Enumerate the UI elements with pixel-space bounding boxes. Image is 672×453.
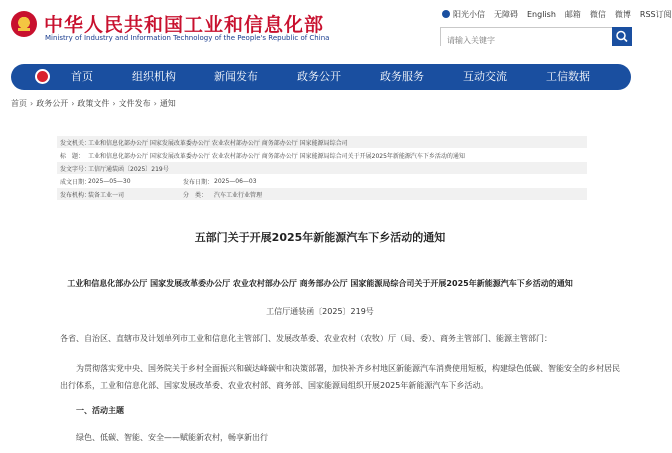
breadcrumb-separator: › <box>30 99 34 108</box>
document-paragraph <box>60 360 620 394</box>
meta-title-label: 标 题： <box>60 152 85 160</box>
breadcrumb-separator: › <box>71 99 75 108</box>
utility-link-rss[interactable]: RSS订阅 <box>639 10 672 19</box>
utility-links <box>442 9 672 20</box>
utility-link-english[interactable]: English <box>527 10 556 19</box>
meta-row-org <box>57 188 587 201</box>
meta-category-value: 汽车工业行业管理 <box>214 191 263 199</box>
meta-org-value: 装备工业一司 <box>88 191 125 199</box>
meta-created-label: 成文日期： <box>60 178 91 186</box>
breadcrumb-notice[interactable]: 通知 <box>159 99 176 108</box>
utility-link-weibo[interactable]: 微博 <box>614 10 631 19</box>
nav-item-news[interactable]: 新闻发布 <box>214 70 258 83</box>
breadcrumb-home[interactable]: 首页 <box>11 99 27 108</box>
nav-item-organization[interactable]: 组织机构 <box>132 70 176 83</box>
meta-published-value: 2025—06—03 <box>214 177 257 185</box>
meta-row-title <box>57 149 587 162</box>
sunshine-icon <box>442 10 450 18</box>
breadcrumb-government-affairs[interactable]: 政务公开 <box>36 99 69 108</box>
nav-item-data[interactable]: 工信数据 <box>546 70 590 83</box>
utility-link-wechat[interactable]: 微信 <box>589 10 606 19</box>
site-title-english: Ministry of Industry and Information Technology of the People's Republic of China <box>45 34 330 42</box>
meta-row-docno <box>57 162 587 175</box>
document-recipients: 各省、自治区、直辖市及计划单列市工业和信息化主管部门、发展改革委、农业农村（农牧）厅（局、委）、商务主管部门、能源主管部门： <box>60 334 552 343</box>
section-theme-text: 绿色、低碳、智能、安全——赋能新农村，畅享新出行 <box>76 433 268 442</box>
breadcrumb-separator: › <box>153 99 157 108</box>
meta-created-value: 2025—05—30 <box>88 177 131 185</box>
meta-title-value: 工业和信息化部办公厅 国家发展改革委办公厅 农业农村部办公厅 商务部办公厅 国家能源局综合司关于开展2025年新能源汽车下乡活动的通知 <box>88 152 465 160</box>
meta-row-issuer <box>57 136 587 149</box>
section-heading-theme: 一、活动主题 <box>76 406 124 415</box>
home-logo-icon[interactable] <box>35 69 50 84</box>
document-title: 五部门关于开展2025年新能源汽车下乡活动的通知 <box>194 231 446 244</box>
utility-link-accessibility[interactable]: 无障碍 <box>494 10 518 19</box>
breadcrumb-separator: › <box>112 99 116 108</box>
meta-docno-value: 工信厅通装函〔2025〕219号 <box>88 165 169 173</box>
utility-link-mail[interactable]: 邮箱 <box>564 10 581 19</box>
meta-issuer-label: 发文机关： <box>60 139 91 147</box>
breadcrumb-file-release[interactable]: 文件发布 <box>118 99 151 108</box>
meta-published-label: 发布日期： <box>183 178 214 186</box>
meta-category-label: 分 类： <box>183 191 208 199</box>
site-title[interactable]: 中华人民共和国工业和信息化部 <box>44 14 325 36</box>
meta-docno-label: 发文字号： <box>60 165 91 173</box>
meta-row-dates <box>57 175 587 188</box>
search-button[interactable] <box>612 27 632 46</box>
search-icon <box>612 27 632 46</box>
nav-item-interaction[interactable]: 互动交流 <box>463 70 507 83</box>
document-paragraph-text: 为贯彻落实党中央、国务院关于乡村全面振兴和碳达峰碳中和决策部署，加快补齐乡村地区新能源汽车消费使用短板，构建绿色低碳、智能安全的乡村居民出行体系，工业和信息化部、国家发展改革委、农业农村部、商务部、国家能源局组织开展2025年新能源汽车下乡活动。 <box>60 364 620 390</box>
main-nav <box>11 64 631 90</box>
document-issuers-heading: 工业和信息化部办公厅 国家发展改革委办公厅 农业农村部办公厅 商务部办公厅 国家能源局综合司关于开展2025年新能源汽车下乡活动的通知 <box>67 279 573 288</box>
breadcrumb-policy-files[interactable]: 政策文件 <box>77 99 110 108</box>
breadcrumb <box>11 98 176 109</box>
nav-item-government-affairs[interactable]: 政务公开 <box>297 70 341 83</box>
meta-issuer-value: 工业和信息化部办公厅 国家发展改革委办公厅 农业农村部办公厅 商务部办公厅 国家能源局综合司 <box>88 139 348 147</box>
document-metadata-table <box>57 136 587 201</box>
nav-item-home[interactable]: 首页 <box>71 70 93 83</box>
search-input[interactable] <box>441 32 613 49</box>
national-emblem-icon <box>11 11 37 37</box>
utility-link-sunshine[interactable]: 阳光小信 <box>442 9 485 20</box>
document-number: 工信厅通装函〔2025〕219号 <box>266 307 374 316</box>
site-header <box>0 0 672 60</box>
meta-org-label: 发布机构： <box>60 191 91 199</box>
search-box <box>440 27 632 46</box>
nav-item-services[interactable]: 政务服务 <box>380 70 424 83</box>
